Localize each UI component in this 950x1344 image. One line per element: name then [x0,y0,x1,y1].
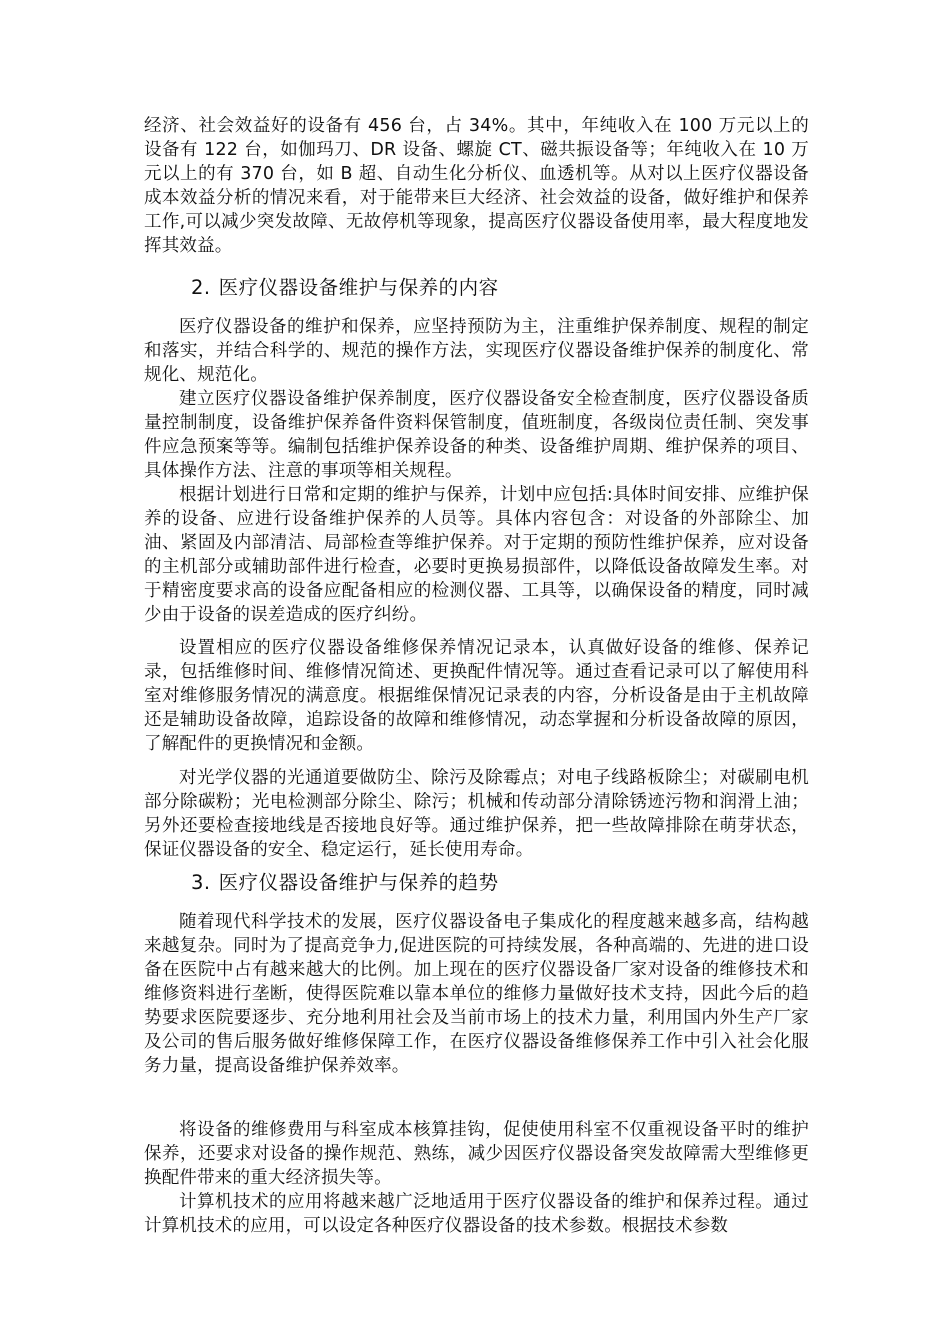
section-2-paragraph-5: 对光学仪器的光通道要做防尘、除污及除霉点；对电子线路板除尘；对碳刷电机部分除碳粉；光电检测部分除尘、除污；机械和传动部分清除锈迹污物和润滑上油；另外还要检查接地线是否接地良好等。通过维护保养，把一些故障排除在萌芽状态，保证仪器设备的安全、稳定运行，延长使用寿命。 [144,768,809,860]
section-2-number: 2. [191,276,211,299]
section-3-paragraph-1: 随着现代科学技术的发展，医疗仪器设备电子集成化的程度越来越多高，结构越来越复杂。同时为了提高竞争力,促进医院的可持续发展，各种高端的、先进的进口设备在医院中占有越来越大的比例。加上现在的医疗仪器设备厂家对设备的维修技术和维修资料进行垄断，使得医院难以靠本单位的维修力量做好技术支持，因此今后的趋势要求医院要逐步、充分地利用社会及当前市场上的技术力量，利用国内外生产厂家及公司的售后服务做好维修保障工作，在医疗仪器设备维修保养工作中引入社会化服务力量，提高设备维护保养效率。 [144,912,809,1076]
section-3-title: 医疗仪器设备维护与保养的趋势 [218,871,499,894]
intro-paragraph: 经济、社会效益好的设备有 456 台，占 34%。其中，年纯收入在 100 万元以上的设备有 122 台，如伽玛刀、DR 设备、螺旋 CT、磁共振设备等；年纯收入在 10 万元以上的有 370 台，如 B 超、自动生化分析仪、血透机等。从对以上医疗仪器设备成本效益分析的情况来看，对于能带来巨大经济、社会效益的设备，做好维护和保养工作,可以减少突发故障、无故停机等现象，提高医疗仪器设备使用率，最大程度地发挥其效益。 [144,116,809,256]
section-3-number: 3. [191,871,211,894]
section-2-paragraph-2: 建立医疗仪器设备维护保养制度，医疗仪器设备安全检查制度，医疗仪器设备质量控制制度，设备维护保养备件资料保管制度，值班制度，各级岗位责任制、突发事件应急预案等等。编制包括维护保养设备的种类、设备维护周期、维护保养的项目、具体操作方法、注意的事项等相关规程。 [144,389,809,481]
section-2-paragraph-1: 医疗仪器设备的维护和保养，应坚持预防为主，注重维护保养制度、规程的制定和落实，并结合科学的、规范的操作方法，实现医疗仪器设备维护保养的制度化、常规化、规范化。 [144,317,809,385]
section-3-paragraph-2: 将设备的维修费用与科室成本核算挂钩，促使使用科室不仅重视设备平时的维护保养，还要求对设备的操作规范、熟练，减少因医疗仪器设备突发故障需大型维修更换配件带来的重大经济损失等。 [144,1120,809,1188]
section-2-paragraph-3: 根据计划进行日常和定期的维护与保养，计划中应包括:具体时间安排、应维护保养的设备、应进行设备维护保养的人员等。具体内容包含：对设备的外部除尘、加油、紧固及内部清洁、局部检查等维护保养。对于定期的预防性维护保养，应对设备的主机部分或辅助部件进行检查，必要时更换易损部件，以降低设备故障发生率。对于精密度要求高的设备应配备相应的检测仪器、工具等，以确保设备的精度，同时减少由于设备的误差造成的医疗纠纷。 [144,485,809,625]
section-2-paragraph-4: 设置相应的医疗仪器设备维修保养情况记录本，认真做好设备的维修、保养记录，包括维修时间、维修情况简述、更换配件情况等。通过查看记录可以了解使用科室对维修服务情况的满意度。根据维保情况记录表的内容，分析设备是由于主机故障还是辅助设备故障，追踪设备的故障和维修情况，动态掌握和分析设备故障的原因，了解配件的更换情况和金额。 [144,638,809,754]
section-3-paragraph-3: 计算机技术的应用将越来越广泛地适用于医疗仪器设备的维护和保养过程。通过计算机技术的应用，可以设定各种医疗仪器设备的技术参数。根据技术参数 [144,1192,809,1236]
section-3-heading [191,870,499,896]
section-2-heading [191,275,499,301]
section-2-title: 医疗仪器设备维护与保养的内容 [218,276,499,299]
